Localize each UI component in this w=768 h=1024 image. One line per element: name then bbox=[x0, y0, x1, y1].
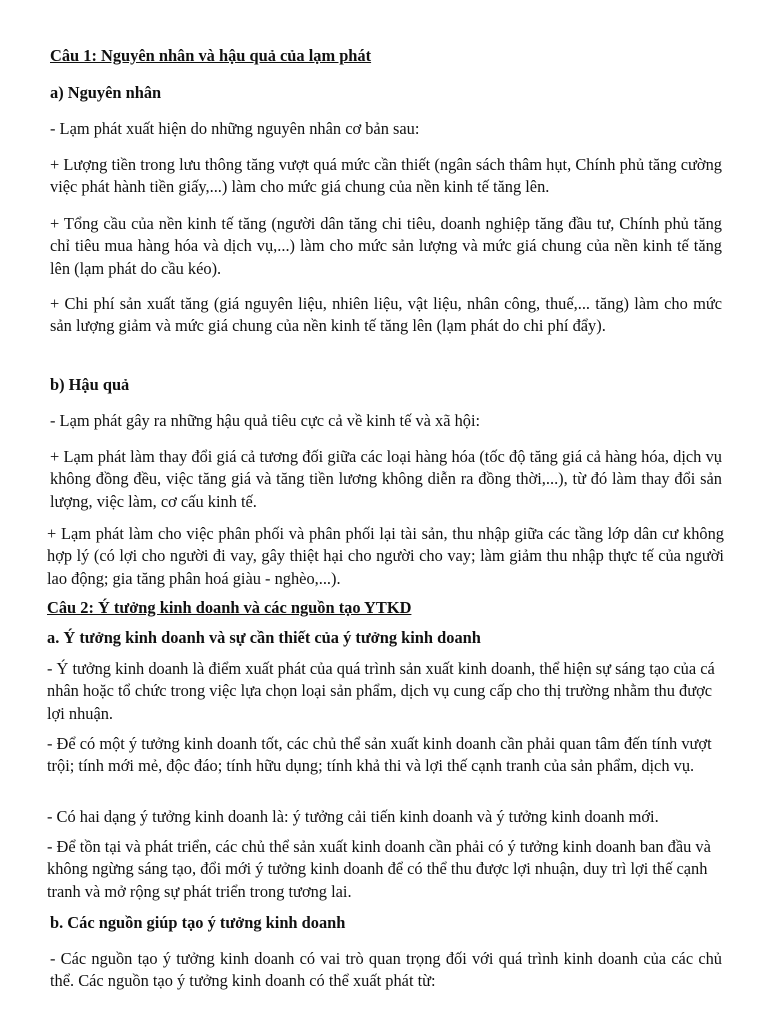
causes-paragraph-3: + Chi phí sản xuất tăng (giá nguyên liệu, nhiên liệu, vật liệu, nhân công, thuế,... tăng) làm cho mức sản lượng giảm và mức giá chung của nền kinh tế tăng lên (lạm phát do chi phí đẩy). bbox=[50, 294, 722, 336]
causes-intro: - Lạm phát xuất hiện do những nguyên nhân cơ bản sau: bbox=[50, 119, 420, 138]
section2-title: Câu 2: Ý tưởng kinh doanh và các nguồn tạo YTKD bbox=[47, 598, 412, 617]
part-a-paragraph-3: - Có hai dạng ý tưởng kinh doanh là: ý tưởng cải tiến kinh doanh và ý tưởng kinh doanh mới. bbox=[47, 807, 659, 826]
consequences-heading: b) Hậu quả bbox=[50, 375, 130, 394]
causes-heading: a) Nguyên nhân bbox=[50, 83, 162, 102]
part-a-heading: a. Ý tưởng kinh doanh và sự cần thiết của ý tưởng kinh doanh bbox=[47, 628, 481, 647]
part-b-heading: b. Các nguồn giúp tạo ý tưởng kinh doanh bbox=[50, 913, 346, 932]
part-a-paragraph-2: - Để có một ý tưởng kinh doanh tốt, các chủ thể sản xuất kinh doanh cần phải quan tâm đến tính vượt trội; tính mới mẻ, độc đáo; tính hữu dụng; tính khả thi và lợi thế cạnh tranh của sản phẩm, dịch vụ. bbox=[47, 734, 712, 776]
consequences-paragraph-2: + Lạm phát làm cho việc phân phối và phân phối lại tài sản, thu nhập giữa các tầng lớp dân cư không hợp lý (có lợi cho người đi vay, gây thiệt hại cho người cho vay; làm giảm thu nhập thực tế của người lao động; gia tăng phân hoá giàu - nghèo,...). bbox=[47, 524, 724, 588]
consequences-intro: - Lạm phát gây ra những hậu quả tiêu cực cả về kinh tế và xã hội: bbox=[50, 411, 481, 430]
part-a-paragraph-1: - Ý tưởng kinh doanh là điểm xuất phát của quá trình sản xuất kinh doanh, thể hiện sự sáng tạo của cá nhân hoặc tổ chức trong việc lựa chọn loại sản phẩm, dịch vụ cung cấp cho thị trường nhằm thu được lợi nhuận. bbox=[47, 659, 715, 723]
part-a-paragraph-4: - Để tồn tại và phát triển, các chủ thể sản xuất kinh doanh cần phải có ý tưởng kinh doanh ban đầu và không ngừng sáng tạo, đổi mới ý tưởng kinh doanh để có thể thu được lợi nhuận, duy trì lợi thế cạnh tranh và mở rộng sự phát triển trong tương lai. bbox=[47, 837, 711, 901]
causes-paragraph-2: + Tổng cầu của nền kinh tế tăng (người dân tăng chi tiêu, doanh nghiệp tăng đầu tư, Chính phủ tăng chỉ tiêu mua hàng hóa và dịch vụ,...) làm cho mức sản lượng và mức giá chung của nền kinh tế tăng lên (lạm phát do cầu kéo). bbox=[50, 214, 722, 278]
consequences-paragraph-1: + Lạm phát làm thay đổi giá cả tương đối giữa các loại hàng hóa (tốc độ tăng giá cả hàng hóa, dịch vụ không đồng đều, việc tăng giá và tăng tiền lương không diễn ra đồng thời,...), từ đó làm thay đổi sản lượng, việc làm, cơ cấu kinh tế. bbox=[50, 447, 722, 511]
causes-paragraph-1: + Lượng tiền trong lưu thông tăng vượt quá mức cần thiết (ngân sách thâm hụt, Chính phủ tăng cường việc phát hành tiền giấy,...) làm cho mức giá chung của nền kinh tế tăng lên. bbox=[50, 155, 722, 197]
section1-title: Câu 1: Nguyên nhân và hậu quả của lạm phát bbox=[50, 46, 372, 65]
part-b-paragraph-1: - Các nguồn tạo ý tưởng kinh doanh có vai trò quan trọng đối với quá trình kinh doanh của các chủ thể. Các nguồn tạo ý tưởng kinh doanh có thể xuất phát từ: bbox=[50, 949, 722, 991]
